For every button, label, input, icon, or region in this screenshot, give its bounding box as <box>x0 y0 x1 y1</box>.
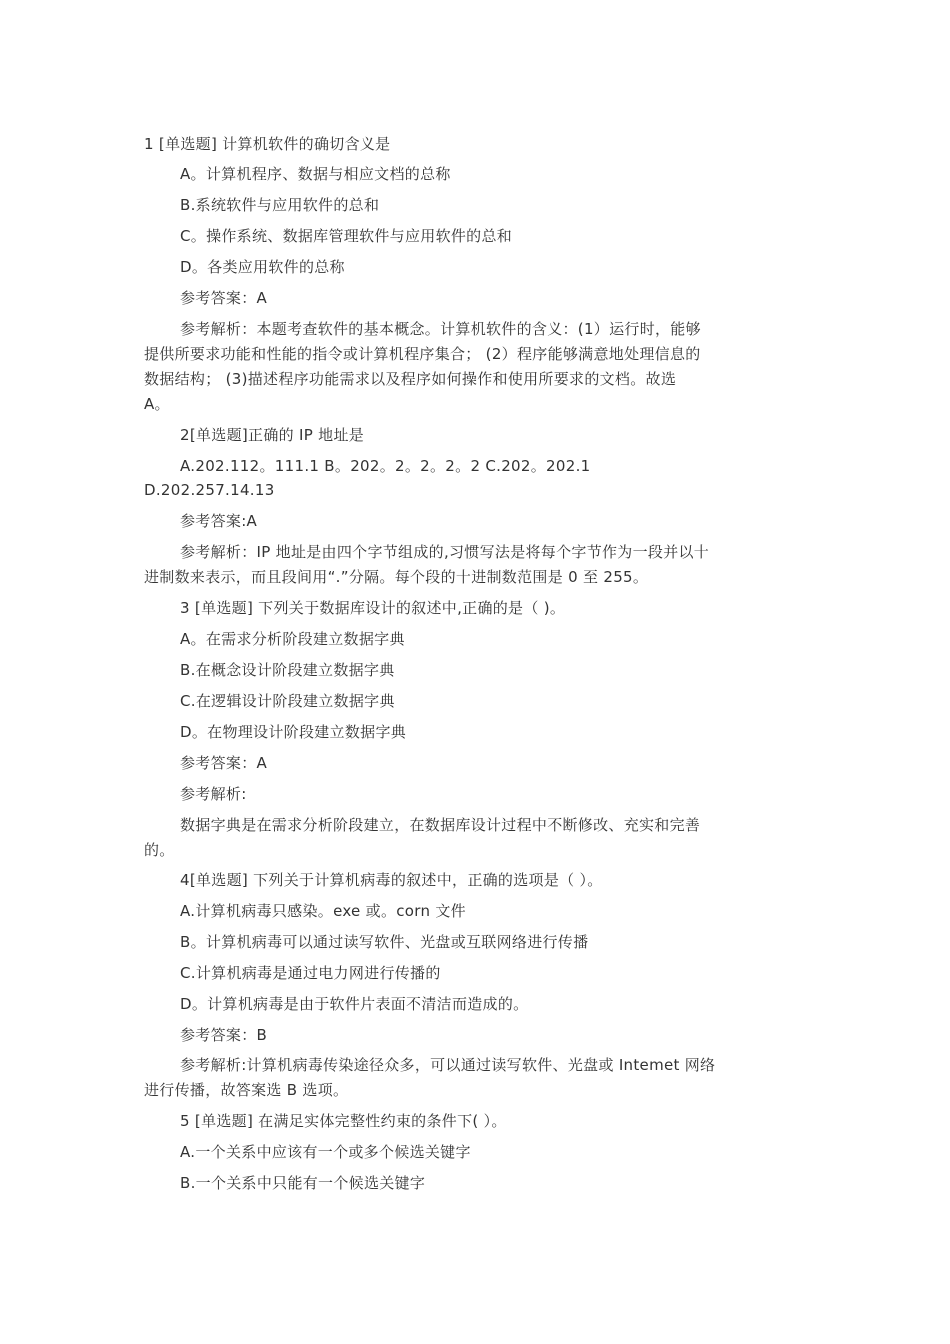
q1-title: 1 [单选题] 计算机软件的确切含义是 <box>144 135 391 153</box>
q2-title: 2[单选题]正确的 IP 地址是 <box>180 426 365 444</box>
q1-analysis-cont: 数据结构； (3)描述程序功能需求以及程序如何操作和使用所要求的文档。故选 <box>144 370 677 388</box>
q1-analysis: 参考解析：本题考查软件的基本概念。计算机软件的含义：(1）运行时，能够 <box>180 320 701 338</box>
q3-analysis-cont: 的。 <box>144 841 175 859</box>
q3-answer: 参考答案：A <box>180 754 268 772</box>
q4-title: 4[单选题] 下列关于计算机病毒的叙述中，正确的选项是（ ）。 <box>180 871 603 889</box>
q1-option-c: C。操作系统、数据库管理软件与应用软件的总和 <box>180 227 513 245</box>
q5-title: 5 [单选题] 在满足实体完整性约束的条件下( ）。 <box>180 1112 507 1130</box>
q3-option-b: B.在概念设计阶段建立数据字典 <box>180 661 395 679</box>
q1-option-b: B.系统软件与应用软件的总和 <box>180 196 380 214</box>
q3-title: 3 [单选题] 下列关于数据库设计的叙述中,正确的是（ )。 <box>180 599 566 617</box>
q3-option-a: A。在需求分析阶段建立数据字典 <box>180 630 405 648</box>
q5-option-a: A.一个关系中应该有一个或多个候选关键字 <box>180 1143 471 1161</box>
q1-answer: 参考答案：A <box>180 289 268 307</box>
q4-option-c: C.计算机病毒是通过电力网进行传播的 <box>180 964 441 982</box>
q1-analysis-cont: 提供所要求功能和性能的指令或计算机程序集合； (2）程序能够满意地处理信息的 <box>144 345 701 363</box>
q3-option-d: D。在物理设计阶段建立数据字典 <box>180 723 407 741</box>
q4-option-a: A.计算机病毒只感染。exe 或。corn 文件 <box>180 902 466 920</box>
q2-answer: 参考答案:A <box>180 512 258 530</box>
q2-options-cont: D.202.257.14.13 <box>144 481 275 499</box>
q4-answer: 参考答案：B <box>180 1026 268 1044</box>
q2-analysis: 参考解析：IP 地址是由四个字节组成的,习惯写法是将每个字节作为一段并以十 <box>180 543 710 561</box>
q4-option-b: B。计算机病毒可以通过读写软件、光盘或互联网络进行传播 <box>180 933 589 951</box>
q5-option-b: B.一个关系中只能有一个候选关键字 <box>180 1174 426 1192</box>
q1-option-a: A。计算机程序、数据与相应文档的总称 <box>180 165 451 183</box>
q3-analysis: 数据字典是在需求分析阶段建立，在数据库设计过程中不断修改、充实和完善 <box>180 816 701 834</box>
q3-analysis-label: 参考解析: <box>180 785 247 803</box>
q3-option-c: C.在逻辑设计阶段建立数据字典 <box>180 692 395 710</box>
q2-analysis-cont: 进制数来表示，而且段间用“.”分隔。每个段的十进制数范围是 0 至 255。 <box>144 568 649 586</box>
q1-analysis-cont: A。 <box>144 395 170 413</box>
q4-analysis-cont: 进行传播，故答案选 B 选项。 <box>144 1081 349 1099</box>
q1-option-d: D。各类应用软件的总称 <box>180 258 345 276</box>
q4-option-d: D。计算机病毒是由于软件片表面不清洁而造成的。 <box>180 995 529 1013</box>
q2-options: A.202.112。111.1 B。202。2。2。2。2 C.202。202.1 <box>180 457 591 475</box>
q4-analysis: 参考解析:计算机病毒传染途径众多，可以通过读写软件、光盘或 Intemet 网络 <box>180 1056 716 1074</box>
